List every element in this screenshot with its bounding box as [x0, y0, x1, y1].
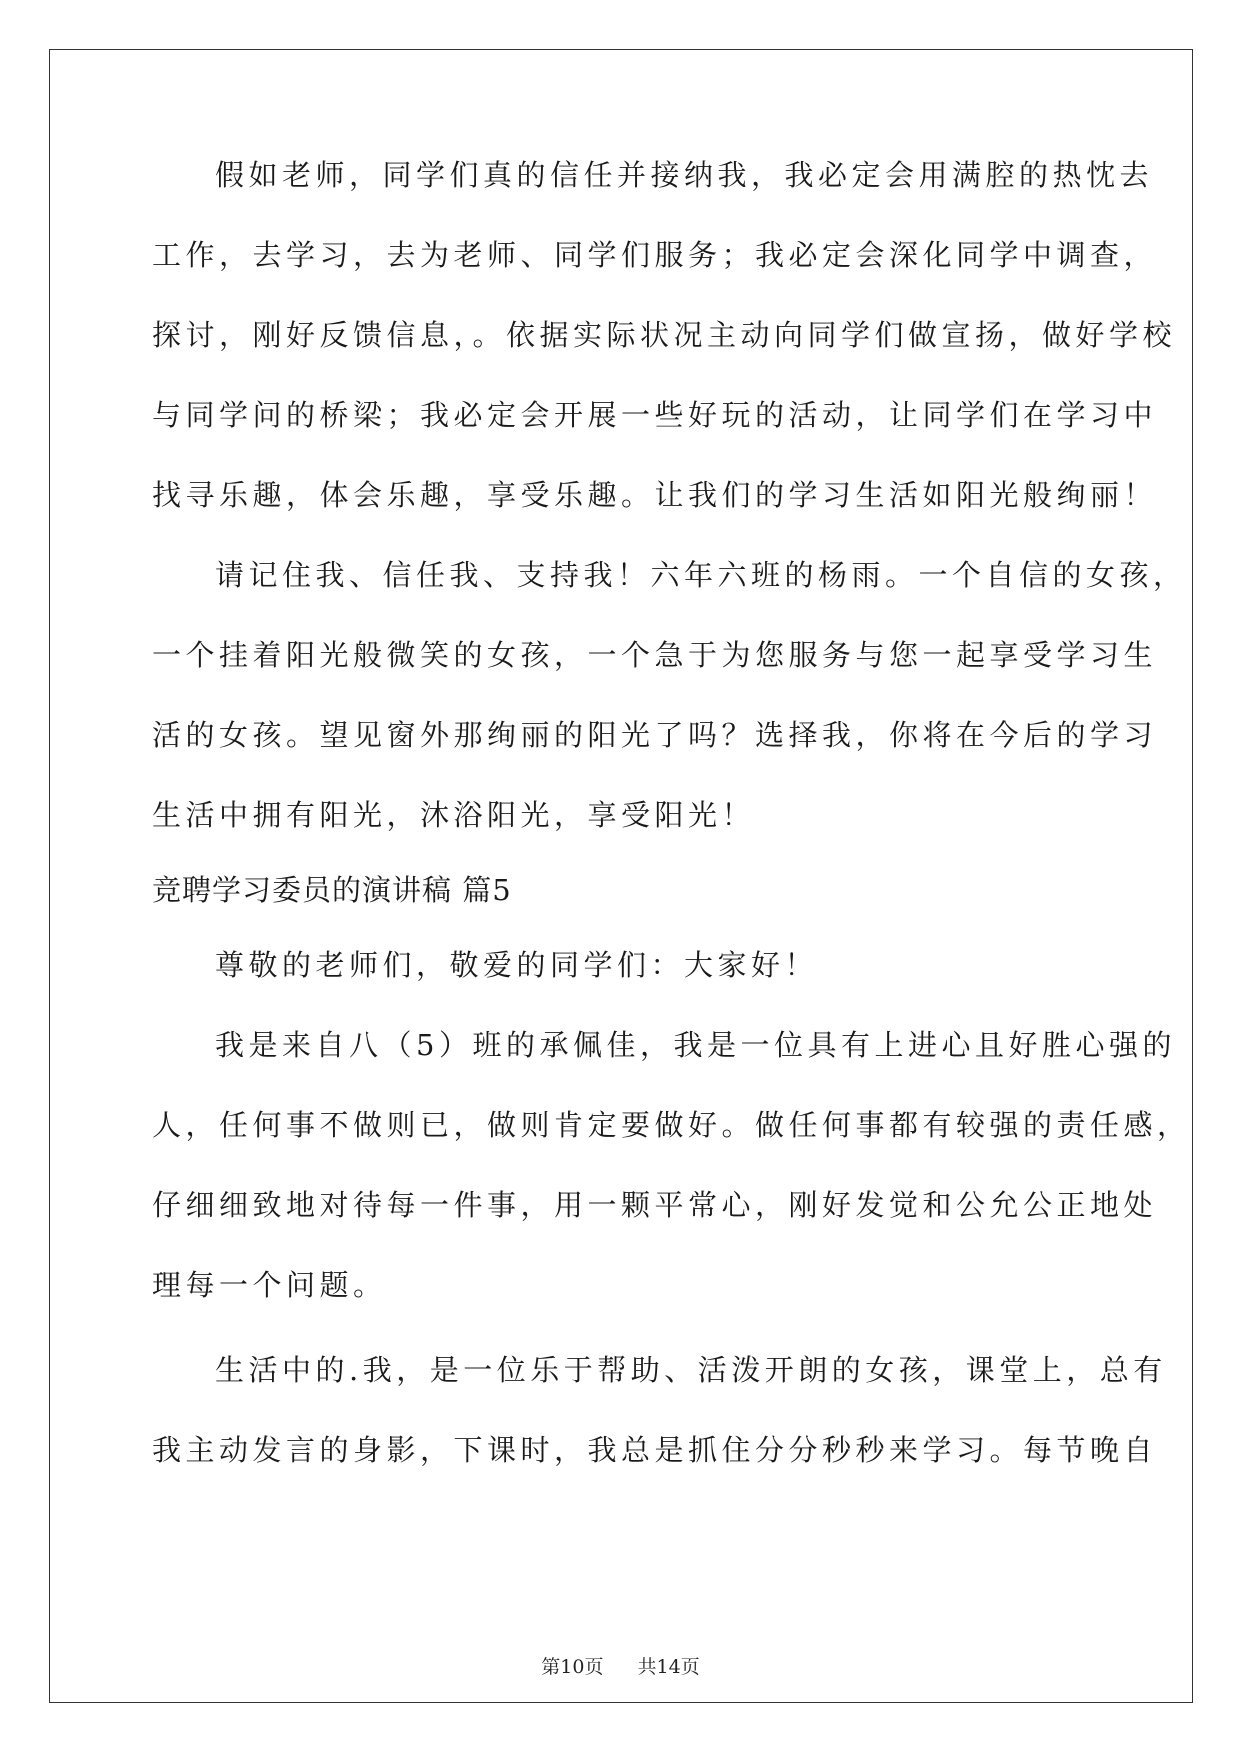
paragraph-line: 一个挂着阳光般微笑的女孩，一个急于为您服务与您一起享受学习生	[152, 638, 1158, 672]
paragraph-line: 尊敬的老师们，敬爱的同学们：大家好！	[215, 948, 819, 982]
paragraph-line: 仔细细致地对待每一件事，用一颗平常心，刚好发觉和公允公正地处	[152, 1188, 1158, 1222]
paragraph-line: 找寻乐趣，体会乐趣，享受乐趣。让我们的学习生活如阳光般绚丽！	[152, 478, 1158, 512]
paragraph-line: 理每一个问题。	[152, 1268, 387, 1302]
page-number-current: 第10页	[541, 1656, 604, 1678]
paragraph-line: 我主动发言的身影，下课时，我总是抓住分分秒秒来学习。每节晚自	[152, 1433, 1158, 1467]
paragraph-line: 我是来自八（5）班的承佩佳，我是一位具有上进心且好胜心强的	[215, 1028, 1176, 1062]
page-number-total: 共14页	[637, 1656, 700, 1678]
paragraph-line: 探讨，刚好反馈信息，。依据实际状况主动向同学们做宣扬，做好学校	[152, 318, 1177, 352]
paragraph-line: 生活中拥有阳光，沐浴阳光，享受阳光！	[152, 798, 756, 832]
paragraph-line: 人，任何事不做则已，做则肯定要做好。做任何事都有较强的责任感，	[152, 1108, 1191, 1142]
paragraph-line: 生活中的.我，是一位乐于帮助、活泼开朗的女孩，课堂上，总有	[215, 1353, 1167, 1387]
paragraph-line: 与同学问的桥梁；我必定会开展一些好玩的活动，让同学们在学习中	[152, 398, 1158, 432]
paragraph-line: 工作，去学习，去为老师、同学们服务；我必定会深化同学中调查，	[152, 238, 1158, 272]
page-footer	[0, 1652, 1241, 1679]
section-heading: 竞聘学习委员的演讲稿 篇5	[152, 873, 512, 907]
paragraph-line: 活的女孩。望见窗外那绚丽的阳光了吗？选择我，你将在今后的学习	[152, 718, 1158, 752]
paragraph-line: 假如老师，同学们真的信任并接纳我，我必定会用满腔的热忱去	[215, 158, 1154, 192]
paragraph-line: 请记住我、信任我、支持我！六年六班的杨雨。一个自信的女孩，	[215, 558, 1187, 592]
